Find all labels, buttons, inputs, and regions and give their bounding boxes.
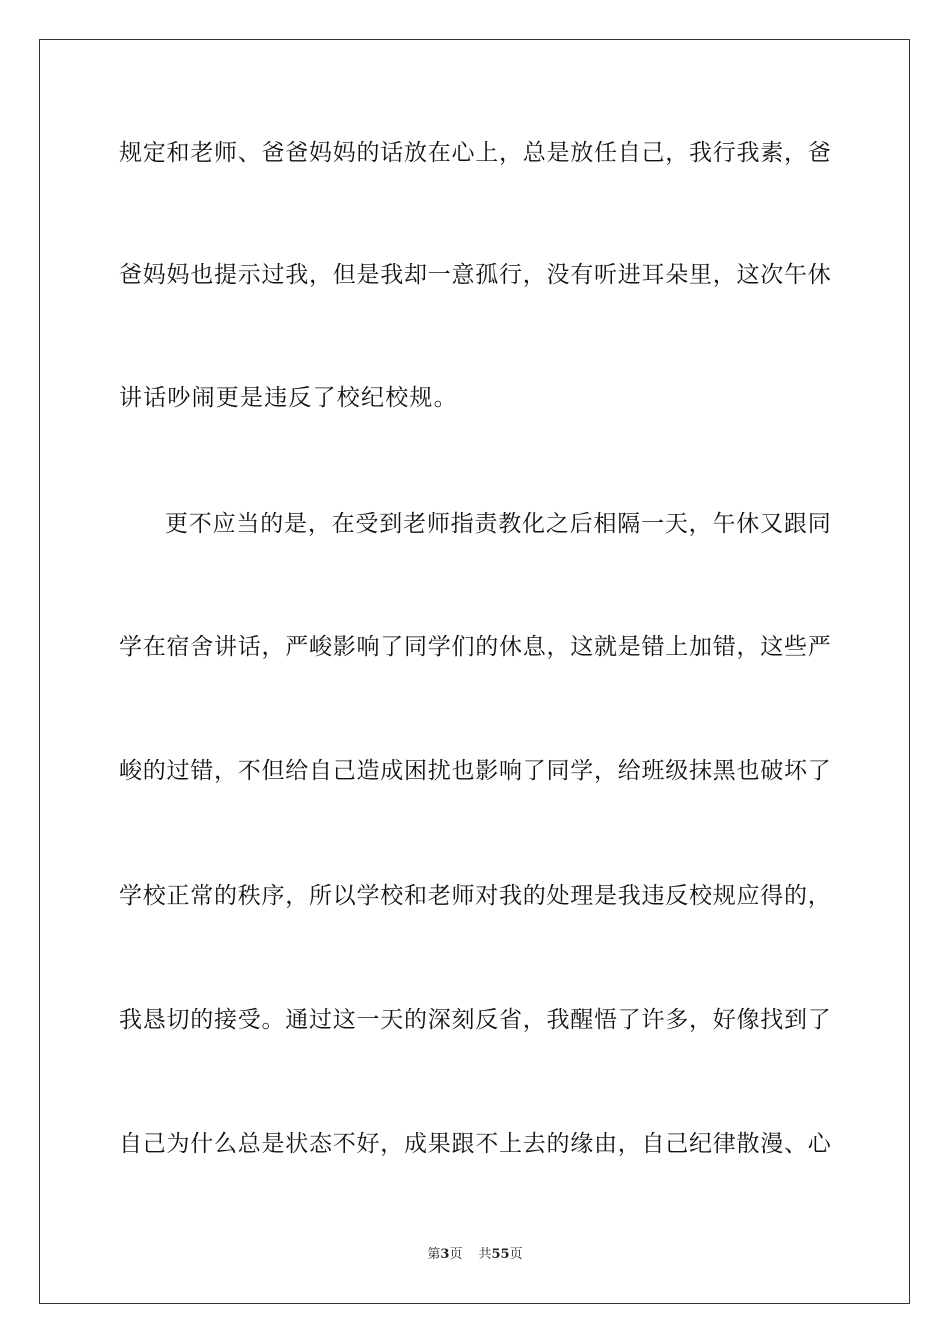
body-line-9: 自己为什么总是状态不好，成果跟不上去的缘由，自己纪律散漫、心 [119, 1131, 831, 1157]
page-suffix: 页 [449, 1247, 463, 1262]
body-line-2: 爸妈妈也提示过我，但是我却一意孤行，没有听进耳朵里，这次午休 [119, 262, 831, 288]
body-line-4: 更不应当的是，在受到老师指责教化之后相隔一天，午休又跟同 [165, 511, 831, 537]
body-line-8: 我恳切的接受。通过这一天的深刻反省，我醒悟了许多，好像找到了 [119, 1007, 831, 1033]
body-line-1: 规定和老师、爸爸妈妈的话放在心上，总是放任自己，我行我素，爸 [119, 140, 831, 166]
body-line-3: 讲话吵闹更是违反了校纪校规。 [119, 385, 458, 411]
page-frame [39, 39, 910, 1304]
body-line-6: 峻的过错，不但给自己造成困扰也影响了同学，给班级抹黑也破坏了 [119, 758, 831, 784]
body-line-5: 学在宿舍讲话，严峻影响了同学们的休息，这就是错上加错，这些严 [119, 634, 831, 660]
total-pages: 55 [491, 1247, 510, 1262]
total-prefix: 共 [478, 1247, 492, 1262]
total-suffix: 页 [509, 1247, 523, 1262]
page-number: 3 [440, 1247, 450, 1262]
page-prefix: 第 [427, 1247, 441, 1262]
body-line-7: 学校正常的秩序，所以学校和老师对我的处理是我违反校规应得的， [119, 883, 831, 909]
page-footer [0, 1246, 950, 1264]
